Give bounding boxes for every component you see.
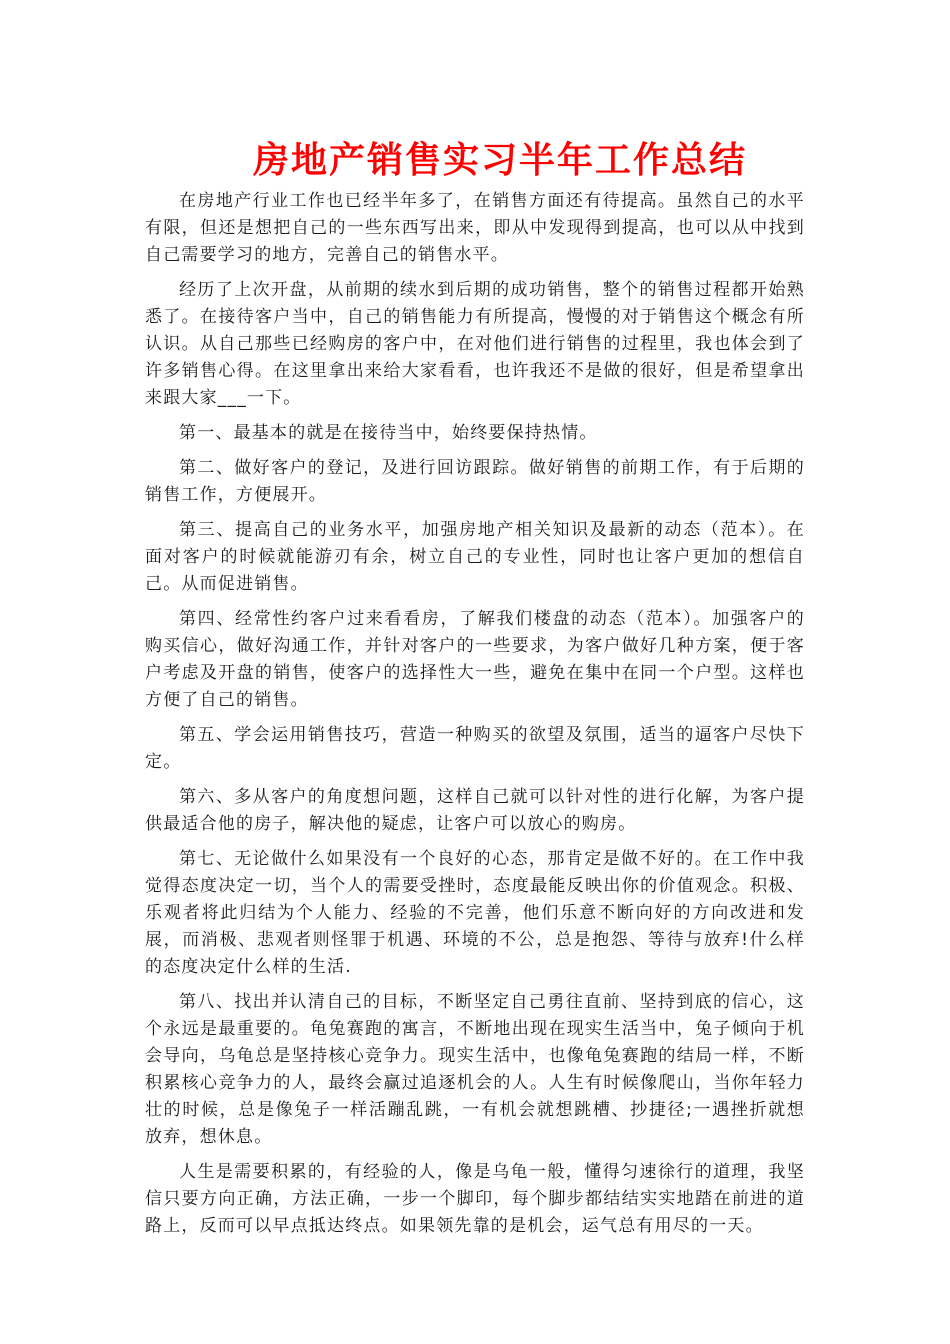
paragraph-point-2: 第二、做好客户的登记，及进行回访跟踪。做好销售的前期工作，有于后期的销售工作，方便展开。: [145, 458, 805, 505]
paragraph-point-1: 第一、最基本的就是在接待当中，始终要保持热情。: [179, 423, 598, 443]
paragraph-point-8: 第八、找出并认清自己的目标，不断坚定自己勇往直前、坚持到底的信心，这个永远是最重要的。龟兔赛跑的寓言，不断地出现在现实生活当中，兔子倾向于机会导向，乌龟总是坚持核心竞争力。现实生活中，也像龟兔赛跑的结局一样，不断积累核心竞争力的人，最终会赢过追逐机会的人。人生有时候像爬山，当你年轻力壮的时候，总是像兔子一样活蹦乱跳，一有机会就想跳槽、抄捷径;一遇挫折就想放弃，想休息。: [145, 992, 805, 1147]
paragraph-intro: 在房地产行业工作也已经半年多了，在销售方面还有待提高。虽然自己的水平有限，但还是想把自己的一些东西写出来，即从中发现得到提高，也可以从中找到自己需要学习的地方，完善自己的销售水平。: [145, 191, 805, 265]
paragraph-point-4: 第四、经常性约客户过来看看房，了解我们楼盘的动态（范本）。加强客户的购买信心，做好沟通工作，并针对客户的一些要求，为客户做好几种方案，便于客户考虑及开盘的销售，使客户的选择性大一些，避免在集中在同一个户型。这样也方便了自己的销售。: [145, 609, 805, 710]
paragraph-experience: 经历了上次开盘，从前期的续水到后期的成功销售，整个的销售过程都开始熟悉了。在接待客户当中，自己的销售能力有所提高，慢慢的对于销售这个概念有所认识。从自己那些已经购房的客户中，在对他们进行销售的过程里，我也体会到了许多销售心得。在这里拿出来给大家看看，也许我还不是做的很好，但是希望拿出来跟大家___一下。: [145, 280, 805, 408]
paragraph-point-5: 第五、学会运用销售技巧，营造一种购买的欲望及氛围，适当的逼客户尽快下定。: [145, 725, 805, 772]
paragraph-point-6: 第六、多从客户的角度想问题，这样自己就可以针对性的进行化解，为客户提供最适合他的房子，解决他的疑虑，让客户可以放心的购房。: [145, 787, 805, 834]
paragraph-conclusion: 人生是需要积累的，有经验的人，像是乌龟一般，懂得匀速徐行的道理，我坚信只要方向正确，方法正确，一步一个脚印，每个脚步都结结实实地踏在前进的道路上，反而可以早点抵达终点。如果领先靠的是机会，运气总有用尽的一天。: [145, 1162, 805, 1236]
document-title: 房地产销售实习半年工作总结: [252, 139, 747, 181]
paragraph-point-3: 第三、提高自己的业务水平，加强房地产相关知识及最新的动态（范本）。在面对客户的时候就能游刃有余，树立自己的专业性，同时也让客户更加的想信自己。从而促进销售。: [145, 520, 805, 594]
document-body: [145, 188, 805, 1248]
paragraph-point-7: 第七、无论做什么如果没有一个良好的心态，那肯定是做不好的。在工作中我觉得态度决定一切，当个人的需要受挫时，态度最能反映出你的价值观念。积极、乐观者将此归结为个人能力、经验的不完善，他们乐意不断向好的方向改进和发展，而消极、悲观者则怪罪于机遇、环境的不公，总是抱怨、等待与放弃!什么样的态度决定什么样的生活.: [145, 849, 805, 977]
